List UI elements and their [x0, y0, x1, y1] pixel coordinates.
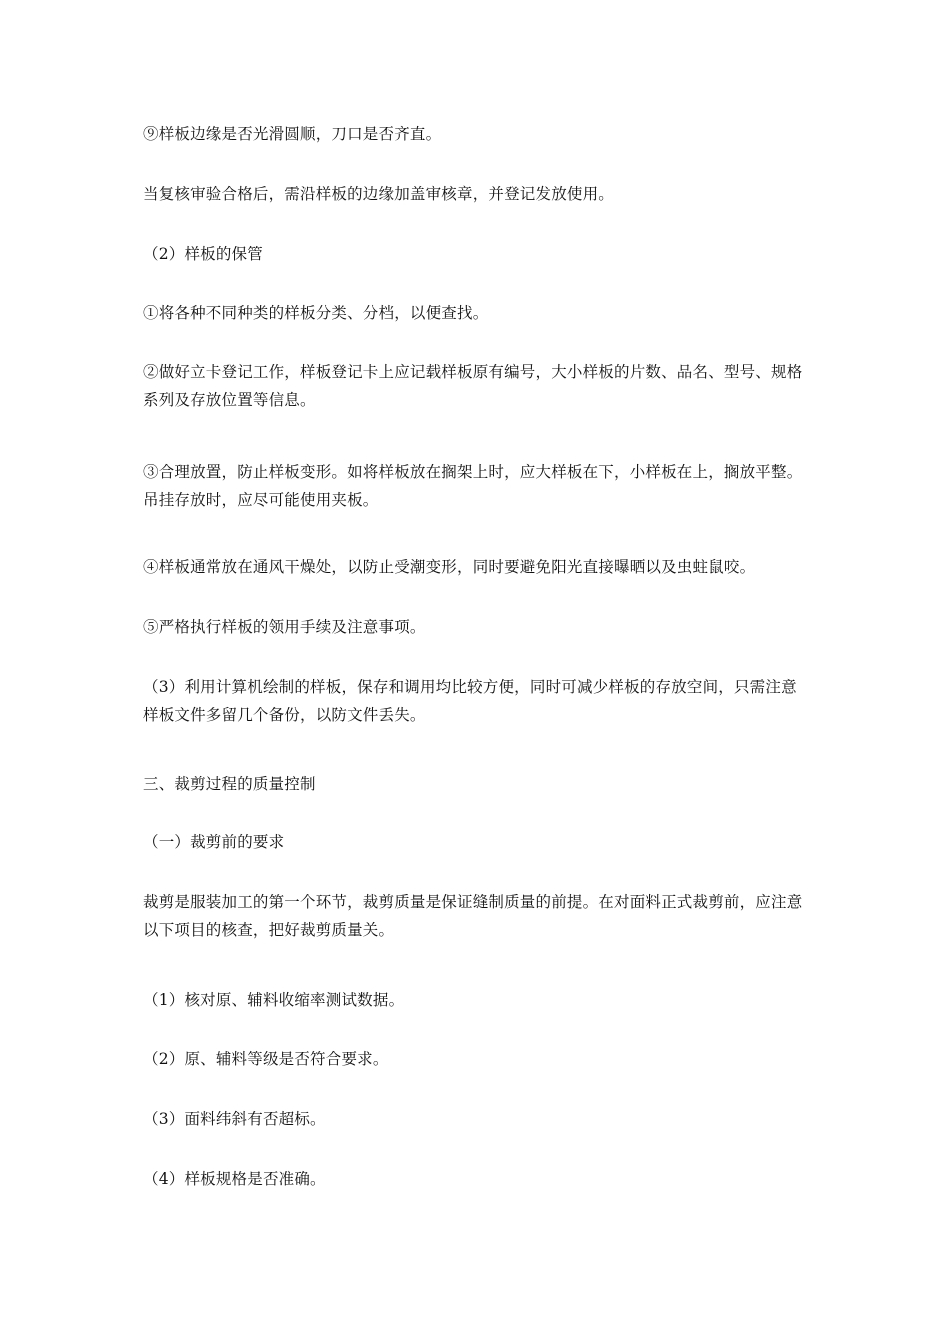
paragraph-check-edges: ⑨样板边缘是否光滑圆顺，刀口是否齐直。 [143, 125, 442, 143]
paragraph-placement: ③合理放置，防止样板变形。如将样板放在搁架上时，应大样板在下，小样板在上，搁放平整。吊挂存放时，应尽可能使用夹板。 [143, 463, 803, 509]
section-heading-cutting-quality: 三、裁剪过程的质量控制 [143, 775, 316, 793]
list-item-template-spec: （4）样板规格是否准确。 [143, 1170, 326, 1188]
paragraph-ventilation: ④样板通常放在通风干燥处，以防止受潮变形，同时要避免阳光直接曝晒以及虫蛀鼠咬。 [143, 558, 756, 576]
heading-pre-cutting-requirements: （一）裁剪前的要求 [143, 833, 285, 851]
paragraph-borrowing-procedure: ⑤严格执行样板的领用手续及注意事项。 [143, 618, 426, 636]
list-item-weft-skew: （3）面料纬斜有否超标。 [143, 1110, 326, 1128]
paragraph-cutting-intro: 裁剪是服装加工的第一个环节，裁剪质量是保证缝制质量的前提。在对面料正式裁剪前，应注意以下项目的核查，把好裁剪质量关。 [143, 893, 803, 939]
paragraph-computer-templates: （3）利用计算机绘制的样板，保存和调用均比较方便，同时可减少样板的存放空间，只需注意样板文件多留几个备份，以防文件丢失。 [143, 678, 797, 724]
paragraph-classify: ①将各种不同种类的样板分类、分档，以便查找。 [143, 304, 489, 322]
list-item-shrinkage-data: （1）核对原、辅料收缩率测试数据。 [143, 991, 405, 1009]
paragraph-registration-card: ②做好立卡登记工作，样板登记卡上应记载样板原有编号，大小样板的片数、品名、型号、规格系列及存放位置等信息。 [143, 363, 803, 409]
paragraph-approval-stamp: 当复核审验合格后，需沿样板的边缘加盖审核章，并登记发放使用。 [143, 185, 615, 203]
heading-template-storage: （2）样板的保管 [143, 245, 263, 263]
list-item-material-grade: （2）原、辅料等级是否符合要求。 [143, 1050, 389, 1068]
